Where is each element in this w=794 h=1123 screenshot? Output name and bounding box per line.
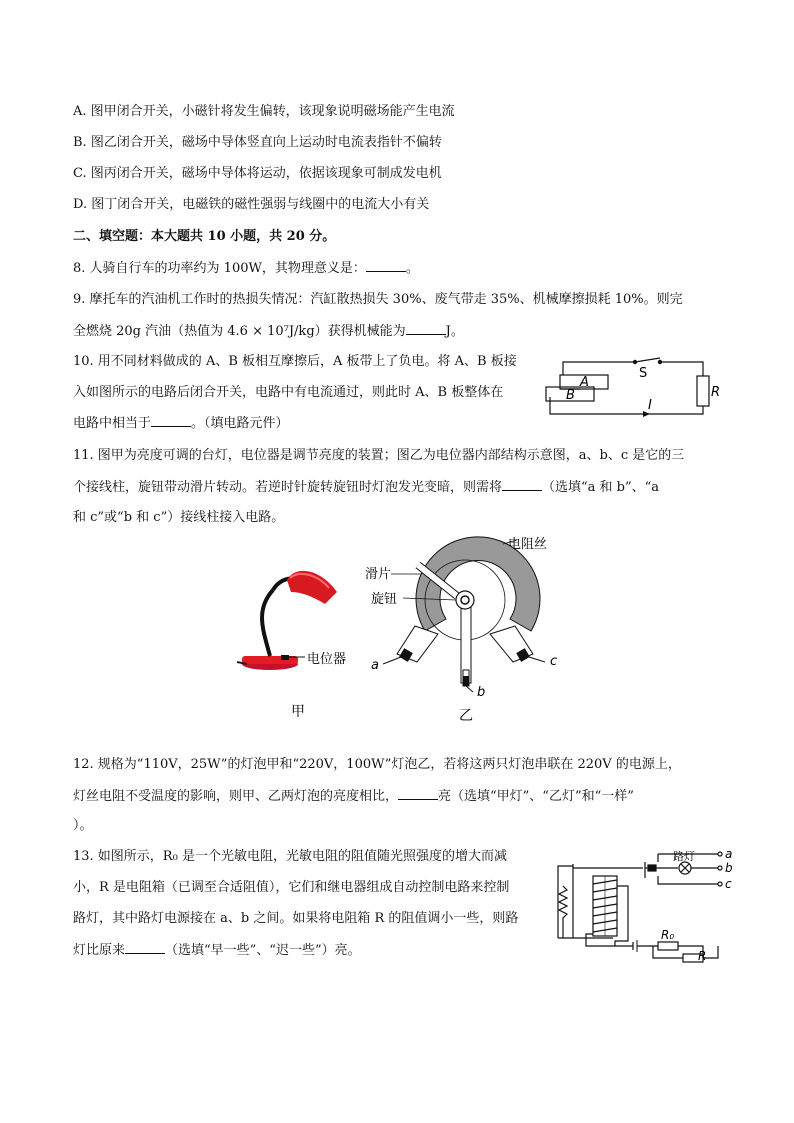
- answer-blank[interactable]: [366, 259, 406, 272]
- caption-yi: 乙: [459, 708, 473, 724]
- q11-line2b: （选填“a 和 b”、“a: [542, 480, 660, 495]
- q13-line4b: （选填“早一些”、“迟一些”）亮。: [165, 943, 361, 958]
- q11-line1: 11. 图甲为亮度可调的台灯，电位器是调节亮度的装置；图乙为电位器内部结构示意图，a、b、c 是它的三: [73, 448, 685, 463]
- q8-text: 8. 人骑自行车的功率约为 100W，其物理意义是：: [73, 261, 366, 276]
- switch-label: S: [639, 366, 648, 381]
- answer-blank[interactable]: [398, 787, 438, 800]
- q13-line3: 路灯，其中路灯电源接在 a、b 之间。如果将电阻箱 R 的阻值调小一些，则路: [73, 911, 519, 926]
- q10-circuit-diagram: [540, 352, 730, 422]
- question-8: [73, 259, 419, 278]
- plate-a-label: A: [580, 375, 589, 390]
- r-label: R: [698, 949, 707, 963]
- q13-line2: 小，R 是电阻箱（已调至合适阻值），它们和继电器组成自动控制电路来控制: [73, 880, 510, 895]
- answer-blank[interactable]: [406, 322, 446, 335]
- q9-line2: 全燃烧 20g 汽油（热值为 4.6 × 10⁷J/kg）获得机械能为: [73, 324, 406, 339]
- caption-jia: 甲: [291, 704, 305, 720]
- answer-blank[interactable]: [151, 414, 191, 427]
- option-b: B. 图乙闭合开关，磁场中导体竖直向上运动时电流表指针不偏转: [73, 135, 442, 150]
- option-a: A. 图甲闭合开关，小磁针将发生偏转，该现象说明磁场能产生电流: [73, 104, 455, 119]
- q13-line4a: 灯比原来: [73, 943, 126, 958]
- q12-line1: 12. 规格为“110V，25W”的灯泡甲和“220V，100W”灯泡乙，若将这两只灯泡串联在 220V 的电源上，: [73, 757, 681, 772]
- q13-line1: 13. 如图所示，R₀ 是一个光敏电阻，光敏电阻的阻值随光照强度的增大而减: [73, 849, 507, 864]
- question-12-line2: [73, 787, 634, 806]
- resistor-label: R: [711, 385, 721, 400]
- option-d: D. 图丁闭合开关，电磁铁的磁性强弱与线圈中的电流大小有关: [73, 197, 430, 212]
- lamp-label: 电位器: [307, 652, 347, 667]
- question-13-line4: [73, 941, 361, 960]
- q10-line2: 入如图所示的电路后闭合开关，电路中有电流通过，则此时 A、B 板整体在: [73, 385, 504, 400]
- q10-line3: 电路中相当于: [73, 416, 152, 431]
- term-b-label: b: [477, 685, 486, 700]
- q12-line2b: 亮（选填“甲灯”、“乙灯”和“一样”: [438, 789, 634, 804]
- terminal-a-label: a: [725, 847, 733, 861]
- q9-tail: J。: [445, 324, 464, 339]
- slider-label: 滑片: [365, 567, 392, 582]
- q8-tail: 。: [405, 261, 419, 276]
- option-c: C. 图丙闭合开关，磁场中导体将运动，依据该现象可制成发电机: [73, 166, 442, 181]
- q9-line1: 9. 摩托车的汽油机工作时的热损失情况：汽缸散热损失 30%、废气带走 35%、机械摩擦损耗 10%。则完: [73, 292, 683, 307]
- q12-line2a: 灯丝电阻不受温度的影响，则甲、乙两灯泡的亮度相比，: [73, 789, 399, 804]
- term-c-label: c: [550, 654, 558, 669]
- current-label: I: [648, 398, 652, 413]
- q11-line2a: 个接线柱，旋钮带动滑片转动。若逆时针旋转旋钮时灯泡发光变暗，则需将: [73, 480, 503, 495]
- terminal-b-label: b: [725, 861, 733, 875]
- question-10-line3: [73, 414, 289, 433]
- street-lamp-label: 路灯: [673, 850, 695, 863]
- question-11-line2: [73, 478, 659, 497]
- answer-blank[interactable]: [125, 941, 165, 954]
- q13-relay-circuit: [553, 846, 733, 964]
- wire-label: 电阻丝: [508, 537, 548, 552]
- q12-line3: ）。: [73, 818, 93, 833]
- q10-tail: 。（填电路元件）: [191, 416, 289, 431]
- term-a-label: a: [371, 658, 379, 673]
- q10-line1: 10. 用不同材料做成的 A、B 板相互摩擦后，A 板带上了负电。将 A、B 板接: [73, 354, 517, 369]
- plate-b-label: B: [566, 388, 575, 403]
- section-title: 二、填空题：本大题共 10 小题，共 20 分。: [73, 229, 336, 244]
- answer-blank[interactable]: [502, 478, 542, 491]
- knob-label: 旋钮: [371, 592, 398, 607]
- q11-line3: 和 c”或“b 和 c”）接线柱接入电路。: [73, 510, 285, 525]
- terminal-c-label: c: [725, 877, 732, 891]
- potentiometer-diagram: [383, 537, 548, 692]
- question-9-line2: [73, 322, 464, 341]
- q11-figures: [225, 530, 585, 730]
- r0-label: R₀: [661, 928, 675, 942]
